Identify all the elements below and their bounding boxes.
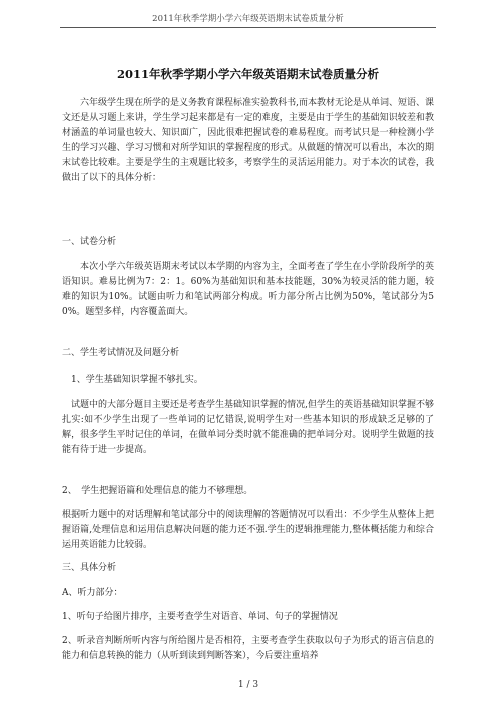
header-divider xyxy=(60,27,436,28)
section1-heading: 一、试卷分析 xyxy=(62,237,117,247)
point2-paragraph: 根据听力题中的对话理解和笔试部分中的阅读理解的答题情况可以看出：不少学生从整体上把握语篇,处理信息和运用信息解决问题的能力还不强.学生的逻辑推理能力,整体概括能力和综合运用英语能力比较弱。 xyxy=(62,510,434,550)
subsection-a-heading: A、听力部分： xyxy=(62,588,123,598)
point1-heading: 1、学生基础知识掌握不够扎实。 xyxy=(71,375,203,385)
running-header: 2011年秋季学期小学六年级英语期末试卷质量分析 xyxy=(152,14,344,24)
section1-paragraph: 本次小学六年级英语期末考试以本学期的内容为主，全面考查了学生在小学阶段所学的英语知识。难易比例为7：2：1。60%为基础知识和基本技能题，30%为较灵活的能力题，较难的知识为10%。试题由听力和笔试两部分构成。听力部分所占比例为50%，笔试部分为50%。题型多样，内容覆盖面大。 xyxy=(62,262,434,317)
point1-paragraph: 试题中的大部分题目主要还是考查学生基础知识掌握的情况,但学生的英语基础知识掌握不够扎实:如不少学生出现了一些单词的记忆错误,说明学生对一些基本知识的形成缺乏足够的了解，很多学生平时记住的单词，在做单词分类时就不能准确的把单词分对。说明学生做题的技能有待于进一步提高。 xyxy=(62,400,434,455)
document-title: 2011年秋季学期小学六年级英语期末试卷质量分析 xyxy=(116,67,379,81)
page-number: 1 / 3 xyxy=(237,680,259,690)
section2-heading: 二、学生考试情况及问题分析 xyxy=(62,348,180,358)
intro-paragraph: 六年级学生现在所学的是义务教育课程标准实验教科书,而本教材无论是从单词、短语、课文还是从习题上来讲，学生学习起来都是有一定的难度，主要是由于学生的基础知识较差和教材涵盖的单词量也较大、知识面广，因此很难把握试卷的难易程度。而考试只是一种检测小学生的学习兴趣、学习习惯和对所学知识的掌握程度的形式。从做题的情况可以看出，本次的期末试卷比较难。主要是学生的主观题比较多，考察学生的灵活运用能力。对于本次的试卷，我做出了以下的具体分析： xyxy=(62,98,434,183)
item-a2: 2、听录音判断所听内容与所给图片是否相符，主要考查学生获取以句子为形式的语言信息的能力和信息转换的能力（从听到读到判断答案），今后要注重培养 xyxy=(62,636,434,661)
point2-heading: 2、 学生把握语篇和处理信息的能力不够理想。 xyxy=(62,486,253,496)
item-a1: 1、听句子给图片排序，主要考查学生对语音、单词、句子的掌握情况 xyxy=(62,612,338,622)
section3-heading: 三、具体分析 xyxy=(62,563,117,573)
